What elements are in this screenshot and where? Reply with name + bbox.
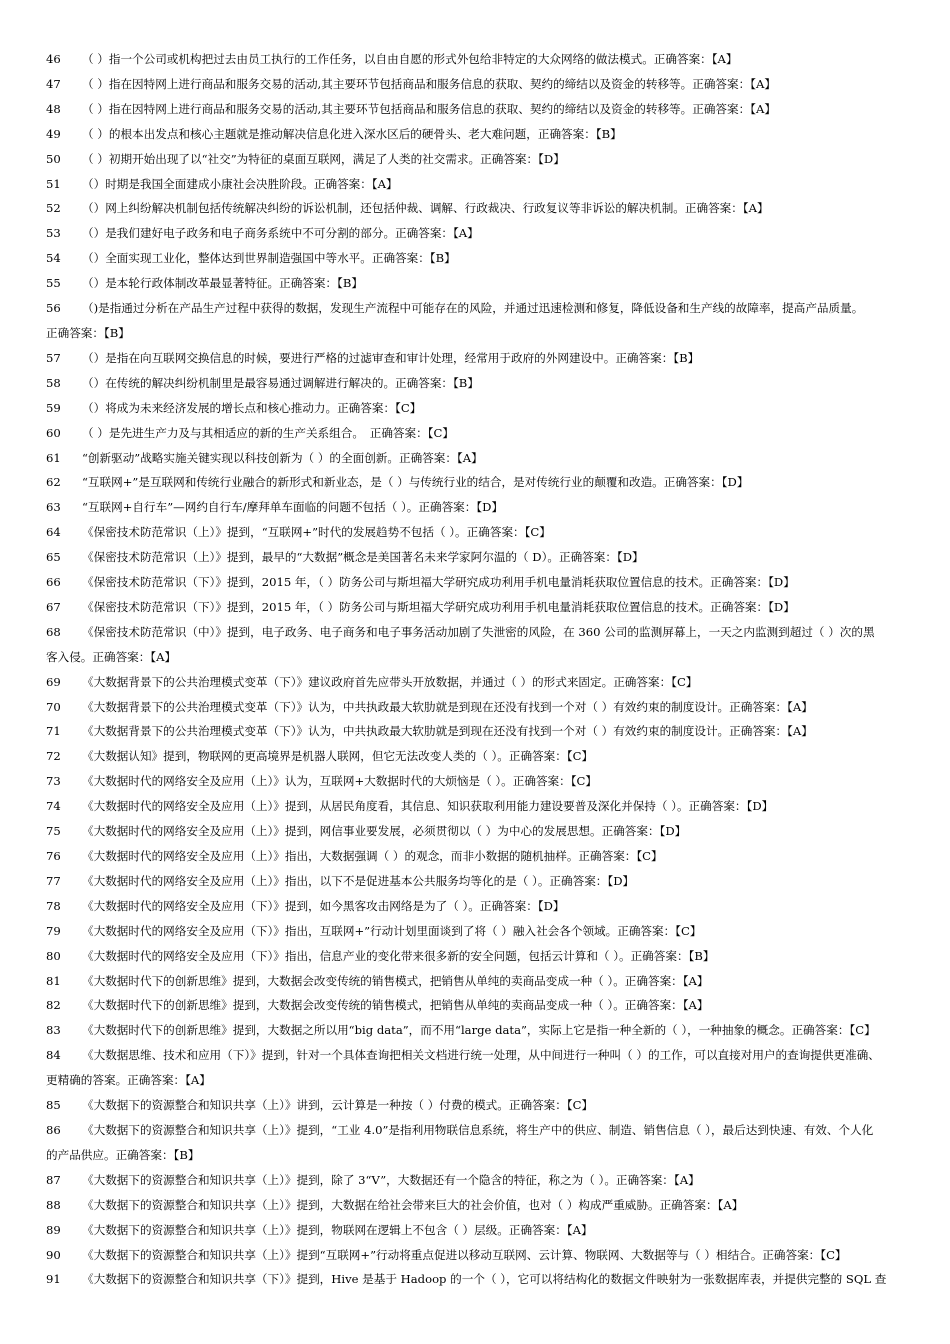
question-item xyxy=(0,570,950,595)
question-item xyxy=(0,1118,950,1143)
question-text: 《大数据时代的网络安全及应用（上）》指出，以下不是促进基本公共服务均等化的是（ ）。正确答案：【D】 xyxy=(82,873,635,888)
question-item xyxy=(0,246,950,271)
question-item xyxy=(0,470,950,495)
question-item xyxy=(0,271,950,296)
question-text: 《保密技术防范常识（下）》提到，2015 年，（ ）防务公司与斯坦福大学研究成功利用手机电量消耗获取位置信息的技术。正确答案：【D】 xyxy=(82,599,795,614)
question-item xyxy=(0,221,950,246)
question-text: （ ）的根本出发点和核心主题就是推动解决信息化进入深水区后的硬骨头、老大难问题，正确答案：【B】 xyxy=(82,126,622,141)
question-continuation: 的产品供应。正确答案：【B】 xyxy=(46,1147,200,1162)
question-text: 《保密技术防范常识（下）》提到，2015 年，（ ）防务公司与斯坦福大学研究成功利用手机电量消耗获取位置信息的技术。正确答案：【D】 xyxy=(82,575,795,590)
question-item xyxy=(0,545,950,570)
question-text: （ ）指在因特网上进行商品和服务交易的活动,其主要环节包括商品和服务信息的获取、契约的缔结以及资金的转移等。正确答案：【A】 xyxy=(82,76,776,91)
question-text: （)是指通过分析在产品生产过程中获得的数据，发现生产流程中可能存在的风险，并通过迅速检测和修复，降低设备和生产线的故障率，提高产品质量。 xyxy=(82,301,864,316)
question-item xyxy=(0,794,950,819)
question-text: （）时期是我国全面建成小康社会决胜阶段。正确答案：【A】 xyxy=(82,176,398,191)
question-text: 《大数据时代的网络安全及应用（上）》指出，大数据强调（ ）的观念，而非小数据的随机抽样。正确答案：【C】 xyxy=(82,849,663,863)
question-number: 62 xyxy=(46,475,61,490)
question-item xyxy=(0,1018,950,1043)
question-item xyxy=(0,1243,950,1268)
question-number: 57 xyxy=(46,350,61,365)
question-number: 66 xyxy=(46,575,61,590)
question-text: 《大数据时代下的创新思维》提到，大数据会改变传统的销售模式，把销售从单纯的卖商品变成一种（ ）。正确答案：【A】 xyxy=(82,998,709,1013)
question-number: 74 xyxy=(46,799,61,814)
question-number: 76 xyxy=(46,849,61,863)
question-number: 87 xyxy=(46,1172,61,1187)
question-item xyxy=(0,172,950,197)
question-number: 69 xyxy=(46,674,61,689)
question-text: （）在传统的解决纠纷机制里是最容易通过调解进行解决的。正确答案：【B】 xyxy=(82,375,479,390)
question-text: （）是指在向互联网交换信息的时候，要进行严格的过滤审查和审计处理，经常用于政府的外网建设中。正确答案：【B】 xyxy=(82,350,700,365)
question-continuation: 更精确的答案。正确答案：【A】 xyxy=(46,1073,211,1088)
question-text: 《保密技术防范常识（中）》提到，电子政务、电子商务和电子事务活动加剧了失泄密的风险，在 360 公司的监测屏幕上，一天之内监测到超过（ ）次的黑 xyxy=(82,624,875,639)
question-text: （）是我们建好电子政务和电子商务系统中不可分割的部分。正确答案：【A】 xyxy=(82,226,479,241)
question-number: 46 xyxy=(46,52,61,66)
question-item xyxy=(0,744,950,769)
question-item xyxy=(0,719,950,744)
question-number: 54 xyxy=(46,251,61,266)
question-item xyxy=(0,396,950,421)
question-number: 60 xyxy=(46,425,61,440)
question-item xyxy=(0,371,950,396)
question-item xyxy=(0,969,950,994)
question-list xyxy=(0,47,950,1292)
question-text: 《大数据时代的网络安全及应用（上）》认为，互联网+大数据时代的大烦恼是（ ）。正确答案：【C】 xyxy=(82,774,597,789)
question-text: 《大数据时代的网络安全及应用（下）》指出，互联网+”行动计划里面谈到了将（ ）融入社会各个领域。正确答案：【C】 xyxy=(82,923,702,938)
question-item xyxy=(0,1267,950,1292)
question-text: 《大数据背景下的公共治理模式变革（下）》认为，中共执政最大软肋就是到现在还没有找到一个对（ ）有效约束的制度设计。正确答案：【A】 xyxy=(82,724,813,739)
question-item xyxy=(0,695,950,720)
question-number: 77 xyxy=(46,873,61,888)
question-number: 82 xyxy=(46,998,61,1013)
question-number: 58 xyxy=(46,375,61,390)
question-item xyxy=(0,446,950,471)
question-item xyxy=(0,819,950,844)
question-number: 50 xyxy=(46,151,61,166)
question-text: 《大数据下的资源整合和知识共享（上）》提到，大数据在给社会带来巨大的社会价值，也对（ ）构成严重威胁。正确答案：【A】 xyxy=(82,1197,744,1212)
question-number: 70 xyxy=(46,699,61,714)
question-item xyxy=(0,147,950,172)
question-text: 《大数据时代下的创新思维》提到，大数据之所以用“big data”，而不用“large data”，实际上它是指一种全新的（ ），一种抽象的概念。正确答案：【C】 xyxy=(82,1023,876,1038)
question-number: 55 xyxy=(46,276,61,291)
question-item xyxy=(0,196,950,221)
question-item xyxy=(0,1168,950,1193)
question-text: 《大数据思维、技术和应用（下）》提到，针对一个具体查询把相关文档进行统一处理，从中间进行一种叫（ ）的工作，可以直接对用户的查询提供更准确、 xyxy=(82,1048,880,1063)
question-item xyxy=(0,894,950,919)
question-number: 51 xyxy=(46,176,61,191)
question-number: 81 xyxy=(46,973,61,988)
question-item xyxy=(0,919,950,944)
question-item xyxy=(0,72,950,97)
question-number: 91 xyxy=(46,1272,61,1287)
question-number: 75 xyxy=(46,824,61,839)
question-text: 《大数据时代下的创新思维》提到，大数据会改变传统的销售模式，把销售从单纯的卖商品变成一种（ ）。正确答案：【A】 xyxy=(82,973,709,988)
question-text: （ ）指在因特网上进行商品和服务交易的活动,其主要环节包括商品和服务信息的获取、契约的缔结以及资金的转移等。正确答案：【A】 xyxy=(82,101,776,116)
question-number: 49 xyxy=(46,126,61,141)
question-item xyxy=(0,346,950,371)
question-item xyxy=(0,1093,950,1118)
question-item xyxy=(0,97,950,122)
question-text: （ ）是先进生产力及与其相适应的新的生产关系组合。 正确答案：【C】 xyxy=(82,425,454,440)
question-text: 《大数据下的资源整合和知识共享（上）》提到，物联网在逻辑上不包含（ ）层级。正确答案：【A】 xyxy=(82,1222,593,1237)
question-number: 56 xyxy=(46,301,61,316)
question-number: 85 xyxy=(46,1098,61,1113)
question-number: 65 xyxy=(46,550,61,565)
question-text: 《大数据下的资源整合和知识共享（下）》提到，Hive 是基于 Hadoop 的一个（ ），它可以将结构化的数据文件映射为一张数据库表，并提供完整的 SQL 查 xyxy=(82,1272,887,1287)
question-number: 67 xyxy=(46,599,61,614)
question-continuation: 正确答案：【B】 xyxy=(46,325,130,340)
question-item xyxy=(0,122,950,147)
question-item xyxy=(0,595,950,620)
question-text: （）全面实现工业化，整体达到世界制造强国中等水平。正确答案：【B】 xyxy=(82,251,456,266)
question-number: 48 xyxy=(46,101,61,116)
question-text: 《保密技术防范常识（上）》提到，“互联网+”时代的发展趋势不包括（ ）。正确答案：【C】 xyxy=(82,525,551,540)
question-item xyxy=(0,520,950,545)
question-number: 84 xyxy=(46,1048,61,1063)
question-item xyxy=(0,769,950,794)
question-item xyxy=(0,296,950,321)
question-text: 《保密技术防范常识（上）》提到，最早的“大数据”概念是美国著名未来学家阿尔温的（ D）。正确答案：【D】 xyxy=(82,550,644,565)
question-item xyxy=(0,1193,950,1218)
question-number: 90 xyxy=(46,1247,61,1262)
question-text: 《大数据背景下的公共治理模式变革（下）》建议政府首先应带头开放数据，并通过（ ）的形式来固定。正确答案：【C】 xyxy=(82,674,698,689)
question-item xyxy=(0,1043,950,1068)
question-number: 79 xyxy=(46,923,61,938)
question-number: 80 xyxy=(46,948,61,963)
question-text: 《大数据下的资源整合和知识共享（上）》提到，“工业 4.0”是指利用物联信息系统，将生产中的供应、制造、销售信息（ ），最后达到快速、有效、个人化 xyxy=(82,1122,874,1137)
question-text: “互联网+”是互联网和传统行业融合的新形式和新业态，是（ ）与传统行业的结合，是对传统行业的颠覆和改造。正确答案：【D】 xyxy=(82,475,749,490)
question-number: 52 xyxy=(46,201,61,216)
question-text: （）是本轮行政体制改革最显著特征。正确答案：【B】 xyxy=(82,276,363,291)
question-number: 88 xyxy=(46,1197,61,1212)
question-item xyxy=(0,670,950,695)
question-item xyxy=(0,944,950,969)
question-number: 53 xyxy=(46,226,61,241)
question-number: 73 xyxy=(46,774,61,789)
question-text: （ ）初期开始出现了以“社交”为特征的桌面互联网，满足了人类的社交需求。正确答案：【D】 xyxy=(82,151,565,166)
question-item xyxy=(0,620,950,645)
question-number: 72 xyxy=(46,749,61,764)
question-number: 64 xyxy=(46,525,61,540)
question-continuation: 客入侵。正确答案：【A】 xyxy=(46,649,177,664)
question-number: 68 xyxy=(46,624,61,639)
question-item xyxy=(0,993,950,1018)
question-text: 《大数据时代的网络安全及应用（上）》提到，从居民角度看，其信息、知识获取利用能力建设要普及深化并保持（ ）。正确答案：【D】 xyxy=(82,799,774,814)
question-number: 86 xyxy=(46,1122,61,1137)
question-text: 《大数据认知》提到，物联网的更高境界是机器人联网，但它无法改变人类的（ ）。正确答案：【C】 xyxy=(82,749,594,764)
question-number: 63 xyxy=(46,500,61,515)
question-item xyxy=(0,844,950,869)
question-text: 《大数据下的资源整合和知识共享（上）》讲到，云计算是一种按（ ）付费的模式。正确答案：【C】 xyxy=(82,1098,594,1113)
question-item xyxy=(0,495,950,520)
question-number: 78 xyxy=(46,898,61,913)
question-number: 71 xyxy=(46,724,61,739)
question-text: “创新驱动”战略实施关键实现以科技创新为（ ）的全面创新。正确答案：【A】 xyxy=(82,450,483,465)
question-text: （ ）指一个公司或机构把过去由员工执行的工作任务，以自由自愿的形式外包给非特定的大众网络的做法模式。正确答案：【A】 xyxy=(82,52,738,66)
question-item xyxy=(0,869,950,894)
question-text: （）网上纠纷解决机制包括传统解决纠纷的诉讼机制，还包括仲裁、调解、行政裁决、行政复议等非诉讼的解决机制。正确答案：【A】 xyxy=(82,201,769,216)
question-number: 61 xyxy=(46,450,61,465)
question-text: “互联网+自行车”—网约自行车/摩拜单车面临的问题不包括（ ）。正确答案：【D】 xyxy=(82,500,504,515)
question-number: 89 xyxy=(46,1222,61,1237)
question-text: 《大数据背景下的公共治理模式变革（下）》认为，中共执政最大软肋就是到现在还没有找到一个对（ ）有效约束的制度设计。正确答案：【A】 xyxy=(82,699,813,714)
question-text: 《大数据时代的网络安全及应用（下）》指出，信息产业的变化带来很多新的安全问题，包括云计算和（ ）。正确答案：【B】 xyxy=(82,948,715,963)
question-text: 《大数据下的资源整合和知识共享（上）》提到“互联网+”行动将重点促进以移动互联网、云计算、物联网、大数据等与（ ）相结合。正确答案：【C】 xyxy=(82,1247,847,1262)
question-item xyxy=(0,421,950,446)
question-number: 47 xyxy=(46,76,61,91)
question-text: 《大数据下的资源整合和知识共享（上）》提到，除了 3“V”，大数据还有一个隐含的特征，称之为（ ）。正确答案：【A】 xyxy=(82,1172,700,1187)
question-number: 83 xyxy=(46,1023,61,1038)
question-text: 《大数据时代的网络安全及应用（上）》提到，网信事业要发展，必须贯彻以（ ）为中心的发展思想。正确答案：【D】 xyxy=(82,824,687,839)
question-item xyxy=(0,1218,950,1243)
question-item xyxy=(0,47,950,72)
question-number: 59 xyxy=(46,400,61,415)
question-text: （）将成为未来经济发展的增长点和核心推动力。正确答案：【C】 xyxy=(82,400,422,415)
question-text: 《大数据时代的网络安全及应用（下）》提到，如今黑客攻击网络是为了（ ）。正确答案：【D】 xyxy=(82,898,565,913)
